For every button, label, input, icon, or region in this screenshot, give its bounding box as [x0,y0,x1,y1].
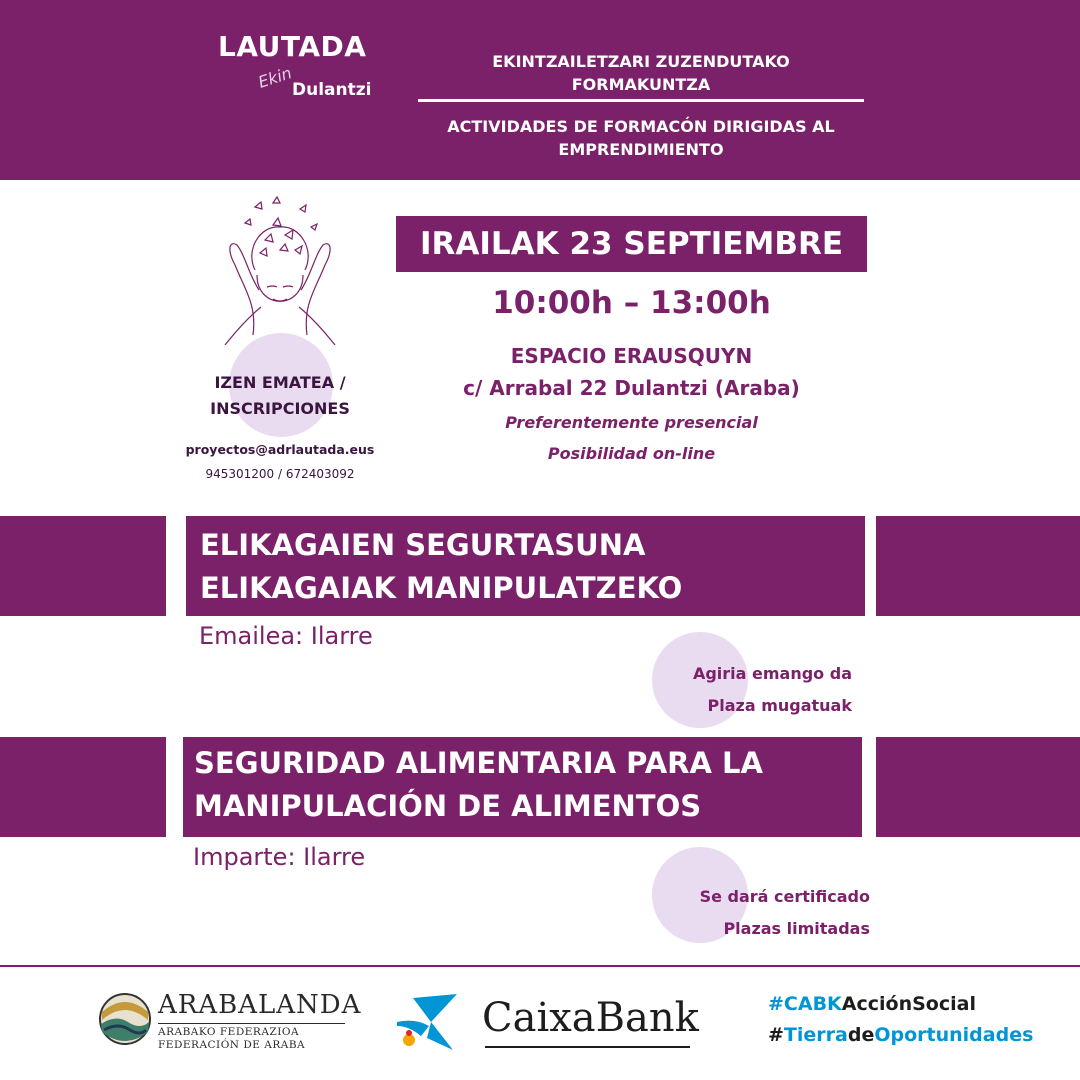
registration-label [190,370,370,422]
course-band-right [876,516,1080,616]
course-title-basque-line2: ELIKAGAIAK MANIPULATZEKO [200,571,683,605]
registration-label-line1: IZEN EMATEA / [214,373,346,392]
course-note-limited-spanish: Plazas limitadas [723,919,870,938]
header-divider [418,99,864,102]
caixabank-name: CaixaBank [482,995,699,1041]
course-teacher-basque: Emailea: Ilarre [199,622,373,650]
attendance-mode-secondary: Posibilidad on-line [547,444,716,463]
footer-divider [0,965,1080,967]
header-title-basque-line2: FORMAKUNTZA [571,75,711,94]
hashtag-part: Oportunidades [874,1024,1034,1046]
hashtag-accion-social[interactable] [768,993,976,1015]
venue-name: ESPACIO ERAUSQUYN [510,344,753,368]
hashtag-part: de [847,1024,875,1046]
butterfly-face-illustration [205,195,355,345]
caixabank-underline [485,1046,690,1048]
registration-phone: 945301200 / 672403092 [205,467,355,481]
ekin-logo-text: Ekin [255,63,295,92]
arabalanda-subtitle-spanish: FEDERACIÓN DE ARABA [158,1039,306,1051]
arabalanda-logo-icon [98,992,152,1046]
course-band-left [0,516,166,616]
header-title-basque-line1: EKINTZAILETZARI ZUZENDUTAKO [492,52,790,71]
event-date: IRAILAK 23 SEPTIEMBRE [419,226,844,262]
course-band-right [876,737,1080,837]
course-notes-spanish [600,881,870,945]
course-title-box-basque [183,513,868,619]
registration-label-line2: INSCRIPCIONES [210,399,350,418]
hashtag-part: # [768,1024,784,1046]
venue-address: c/ Arrabal 22 Dulantzi (Araba) [463,376,800,400]
course-note-certificate-basque: Agiria emango da [692,664,852,683]
event-time: 10:00h – 13:00h [492,285,771,321]
hashtag-part: #CABK [768,993,842,1015]
registration-email[interactable]: proyectos@adrlautada.eus [185,442,375,457]
course-title-box-spanish [180,734,865,840]
lautada-logo-text: LAUTADA [218,30,367,63]
course-title-basque-line1: ELIKAGAIEN SEGURTASUNA [200,528,646,562]
arabalanda-name: ARABALANDA [158,990,362,1020]
header-title-basque [418,50,864,96]
header-title-spanish [418,115,864,161]
arabalanda-subtitle-basque: ARABAKO FEDERAZIOA [158,1026,300,1038]
course-teacher-spanish: Imparte: Ilarre [193,843,366,871]
dulantzi-logo-text: Dulantzi [292,80,372,100]
hashtag-part: Tierra [783,1024,848,1046]
course-band-left [0,737,166,837]
header-title-spanish-line2: EMPRENDIMIENTO [558,140,724,159]
hashtag-tierra-de-oportunidades[interactable] [768,1024,1033,1046]
hashtag-part: AcciónSocial [841,993,976,1015]
course-title-spanish-line1: SEGURIDAD ALIMENTARIA PARA LA [194,746,763,780]
arabalanda-underline [158,1023,345,1024]
caixabank-star-icon [395,992,470,1052]
course-notes-basque [600,658,852,722]
header-title-spanish-line1: ACTIVIDADES DE FORMACÓN DIRIGIDAS AL [447,117,835,136]
course-title-spanish-line2: MANIPULACIÓN DE ALIMENTOS [194,789,702,823]
attendance-mode-primary: Preferentemente presencial [505,413,758,432]
course-note-certificate-spanish: Se dará certificado [699,887,870,906]
course-note-limited-basque: Plaza mugatuak [707,696,852,715]
